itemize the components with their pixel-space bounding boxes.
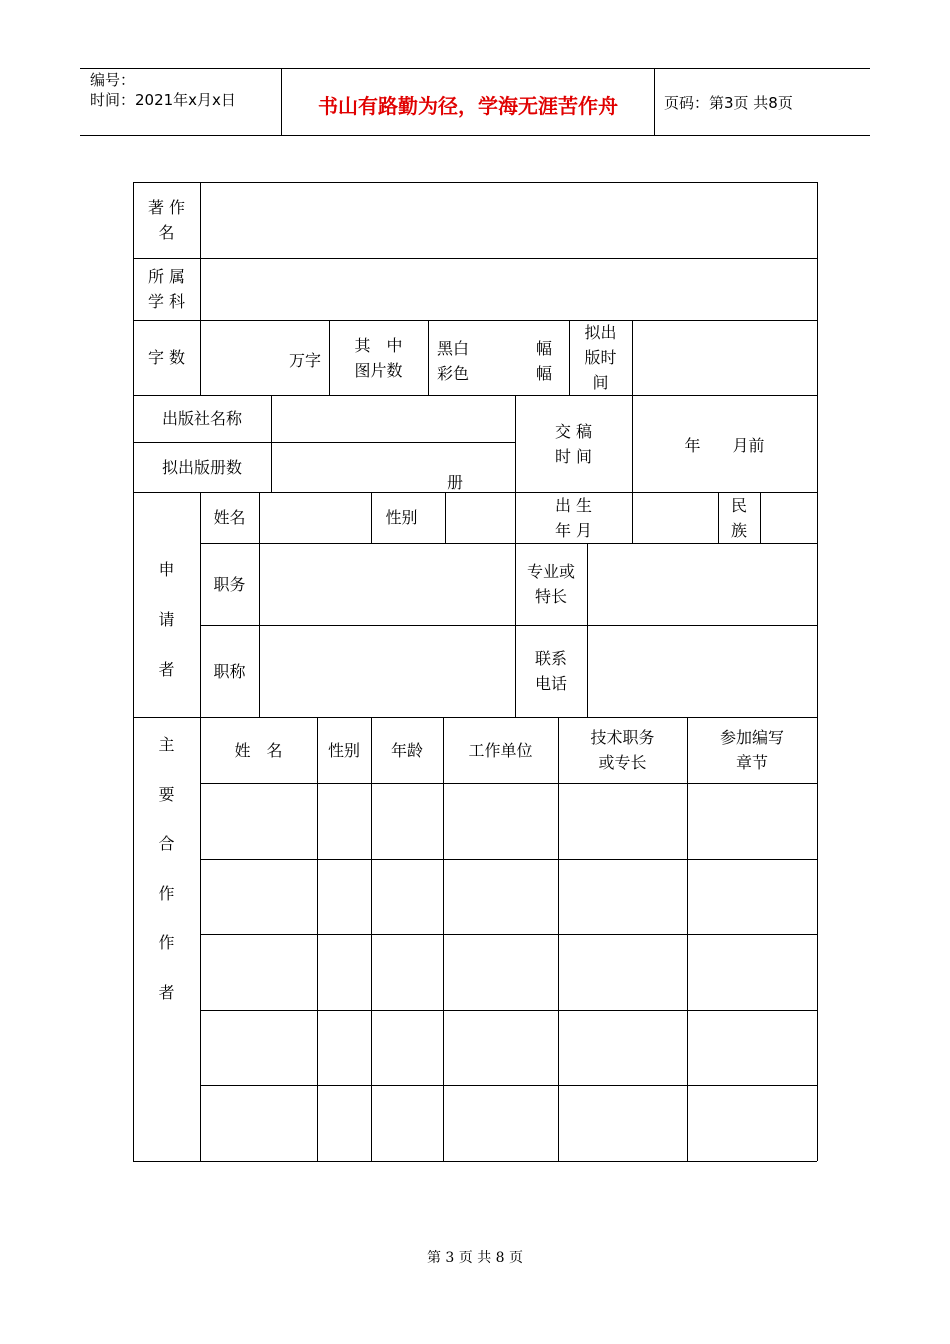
- print-unit: 册: [447, 473, 464, 492]
- word-unit: 万字: [289, 351, 322, 370]
- publisher-label: 出版社名称: [161, 409, 242, 428]
- birth-label: 出 生 年 月: [554, 495, 593, 540]
- specialty-field[interactable]: [588, 544, 816, 624]
- bw-unit: 幅: [536, 339, 553, 358]
- phone-field[interactable]: [588, 626, 816, 716]
- applicant-section-label: 申 请 者: [158, 560, 175, 679]
- col-header-name: 姓 名: [234, 740, 283, 760]
- word-count-label: 字 数: [147, 348, 186, 367]
- motto-text: 书山有路勤为径，学海无涯苦作舟: [318, 94, 618, 118]
- bw-label: 黑白: [437, 339, 470, 358]
- collaborator-row[interactable]: [201, 935, 816, 1009]
- header-divider-right: [654, 68, 655, 135]
- submit-time-label: 交 稿 时 间: [554, 421, 593, 466]
- publisher-field[interactable]: [272, 396, 514, 441]
- position-field[interactable]: [260, 544, 514, 624]
- applicant-name-label: 姓名: [213, 508, 246, 527]
- col-header-age: 年龄: [390, 740, 423, 760]
- ethnicity-label: 民 族: [730, 495, 747, 540]
- table-rule: [133, 1161, 817, 1162]
- birth-field[interactable]: [633, 493, 717, 542]
- collaborator-row[interactable]: [201, 1086, 816, 1160]
- applicant-gender-label: 性别: [385, 508, 418, 527]
- submit-deadline[interactable]: 年 月前: [684, 435, 765, 455]
- print-run-label: 拟出版册数: [161, 457, 242, 477]
- col-header-tech-title: 技术职务 或专长: [590, 728, 655, 772]
- collaborators-section-label: 主 要 合 作 作 者: [158, 735, 175, 1002]
- color-unit: 幅: [536, 364, 553, 383]
- picture-count-label: 其 中 图片数: [354, 335, 403, 380]
- time-label: 时间：2021年x月x日: [90, 91, 236, 109]
- title-field[interactable]: [260, 626, 514, 716]
- plan-publish-time-label: 拟出 版时 间: [584, 323, 617, 392]
- header-top-rule: [80, 68, 870, 69]
- page-label: 页码：第3页 共8页: [664, 94, 793, 112]
- col-header-gender: 性别: [327, 740, 360, 760]
- title-label: 职称: [213, 661, 246, 681]
- position-label: 职务: [213, 574, 246, 594]
- table-rule: [428, 320, 429, 395]
- color-label: 彩色: [437, 364, 470, 383]
- serial-label: 编号：: [90, 71, 136, 89]
- col-header-chapters: 参加编写 章节: [719, 728, 784, 772]
- applicant-name-field[interactable]: [260, 493, 370, 542]
- specialty-label: 专业或 特长: [526, 562, 575, 606]
- col-header-employer: 工作单位: [468, 740, 533, 760]
- collaborator-row[interactable]: [201, 1011, 816, 1084]
- phone-label: 联系 电话: [534, 649, 567, 693]
- plan-publish-time-field[interactable]: [633, 321, 816, 394]
- table-rule: [817, 182, 818, 1161]
- print-run-field[interactable]: [272, 443, 514, 491]
- work-name-field[interactable]: [201, 183, 816, 257]
- collaborator-row[interactable]: [201, 784, 816, 858]
- ethnicity-field[interactable]: [761, 493, 816, 542]
- collaborator-row[interactable]: [201, 860, 816, 933]
- discipline-field[interactable]: [201, 259, 816, 319]
- page-footer: 第 3 页 共 8 页: [426, 1250, 524, 1266]
- discipline-label: 所 属 学 科: [147, 267, 186, 311]
- header-bottom-rule: [80, 135, 870, 136]
- applicant-gender-field[interactable]: [446, 493, 514, 542]
- work-name-label: 著 作 名: [147, 198, 186, 242]
